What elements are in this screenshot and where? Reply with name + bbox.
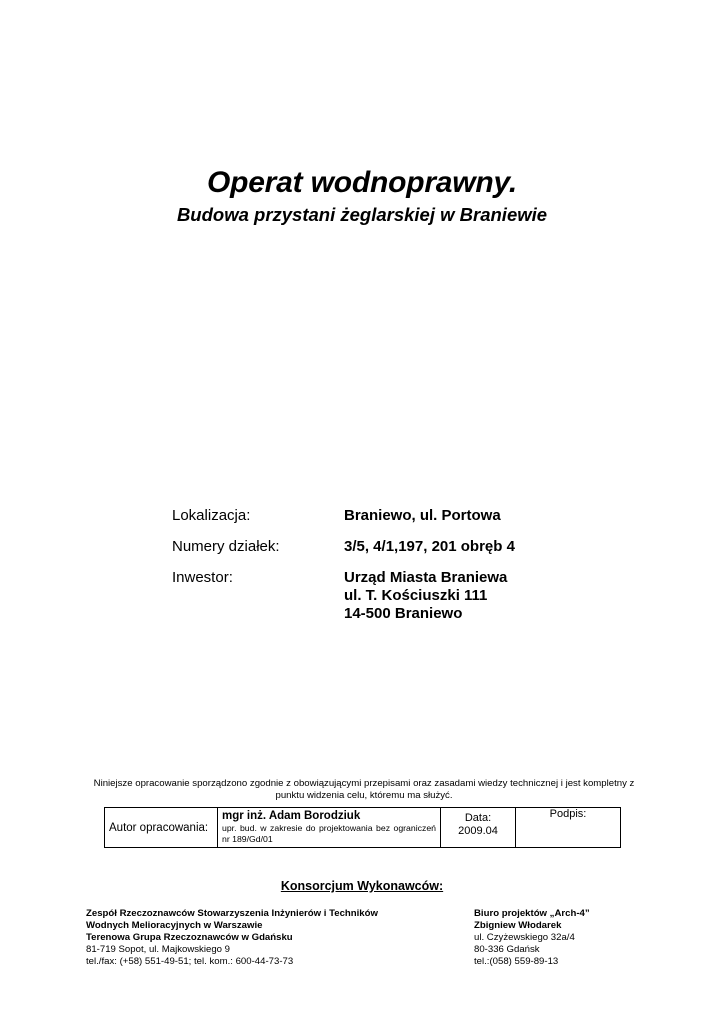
location-value: Braniewo, ul. Portowa (344, 507, 501, 524)
date-label: Data: (464, 812, 492, 824)
consortium-left (86, 908, 378, 968)
right-line-4: 80-336 Gdańsk (474, 944, 540, 955)
left-line-3: Terenowa Grupa Rzeczoznawców w Gdańsku (86, 932, 293, 943)
author-qualification: upr. bud. w zakresie do projektowania bez ograniczeń nr 189/Gd/01 (222, 823, 436, 844)
author-table (104, 807, 621, 848)
date-cell (441, 808, 516, 848)
investor-label: Inwestor: (172, 569, 233, 586)
left-line-5: tel./fax: (+58) 551-49-51; tel. kom.: 600-44-73-73 (86, 956, 294, 967)
left-line-1: Zespół Rzeczoznawców Stowarzyszenia Inżynierów i Techników (86, 908, 378, 919)
right-line-5: tel.:(058) 559-89-13 (474, 956, 559, 967)
left-line-2: Wodnych Melioracyjnych w Warszawie (86, 920, 263, 931)
plots-value: 3/5, 4/1,197, 201 obręb 4 (344, 538, 515, 555)
investor-line-2: ul. T. Kościuszki 111 (344, 587, 488, 604)
author-label: Autor opracowania: (105, 808, 218, 848)
right-line-2: Zbigniew Włodarek (474, 920, 562, 931)
author-name: mgr inż. Adam Borodziuk (222, 810, 361, 822)
consortium-right (474, 908, 590, 968)
document-subtitle: Budowa przystani żeglarskiej w Braniewie (176, 204, 548, 225)
author-cell (218, 808, 441, 848)
consortium-heading: Konsorcjum Wykonawców: (280, 879, 444, 893)
compliance-notice: Niniejsze opracowanie sporządzono zgodnie z obowiązującymi przepisami oraz zasadami wiedzy technicznej i jest kompletny z punktu widzenia celu, któremu ma służyć. (93, 778, 635, 801)
date-value: 2009.04 (458, 825, 498, 837)
investor-line-1: Urząd Miasta Braniewa (344, 569, 508, 586)
investor-line-3: 14-500 Braniewo (344, 605, 463, 622)
location-label: Lokalizacja: (172, 507, 251, 524)
right-line-1: Biuro projektów „Arch-4” (474, 908, 590, 919)
left-line-4: 81-719 Sopot, ul. Majkowskiego 9 (86, 944, 230, 955)
investor-value (344, 569, 507, 623)
plots-label: Numery działek: (172, 538, 280, 555)
document-title: Operat wodnoprawny. (206, 166, 518, 199)
right-line-3: ul. Czyżewskiego 32a/4 (474, 932, 575, 943)
signature-cell: Podpis: (516, 808, 621, 848)
